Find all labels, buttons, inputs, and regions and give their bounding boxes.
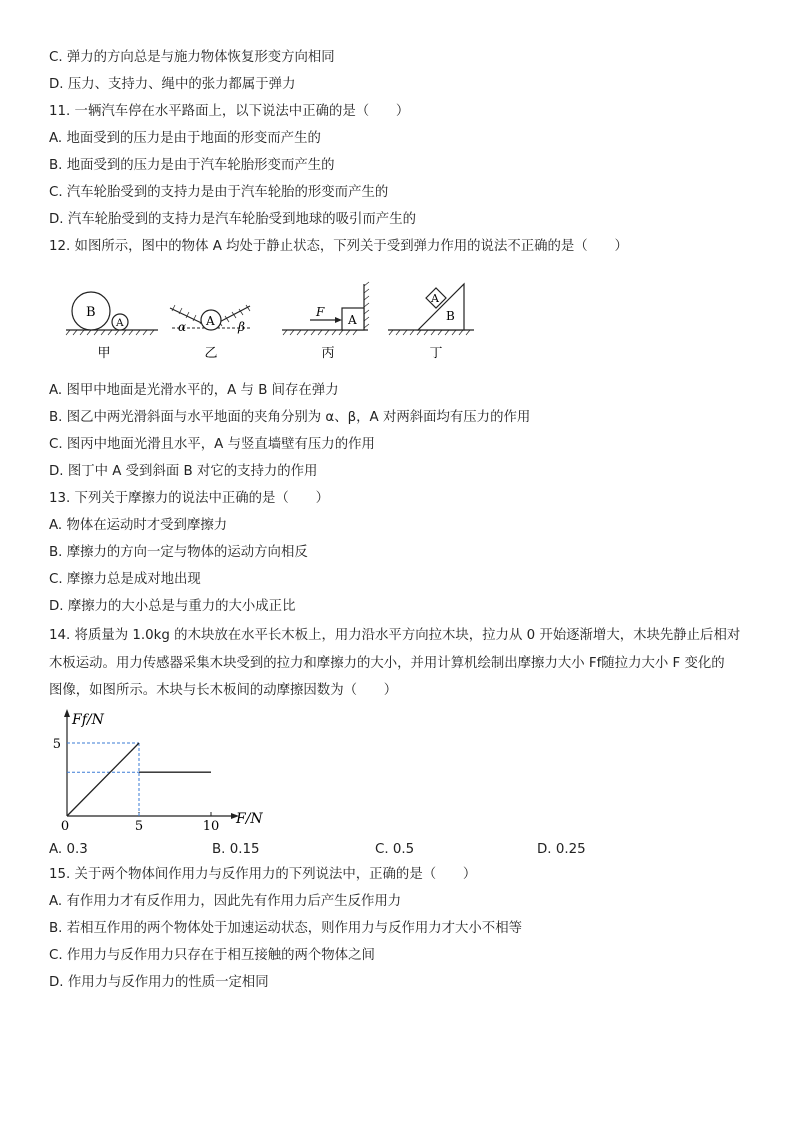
q15-option-c: C. 作用力与反作用力只存在于相互接触的两个物体之间 bbox=[49, 948, 375, 963]
bing-force-f: F bbox=[316, 305, 325, 319]
x-tick-label: 5 bbox=[134, 819, 144, 834]
q14-option-a: A. 0.3 bbox=[49, 842, 88, 857]
q10-option-c: C. 弹力的方向总是与施力物体恢复形变方向相同 bbox=[49, 50, 335, 65]
q12-option-b: B. 图乙中两光滑斜面与水平地面的夹角分别为 α、β，A 对两斜面均有压力的作用 bbox=[49, 410, 531, 425]
q11-option-a: A. 地面受到的压力是由于地面的形变而产生的 bbox=[49, 131, 321, 146]
q15-option-a: A. 有作用力才有反作用力，因此先有作用力后产生反作用力 bbox=[49, 894, 402, 909]
series-segment bbox=[67, 743, 139, 816]
origin-label: 0 bbox=[60, 819, 70, 834]
q14-stem-line2: 木板运动。用力传感器采集木块受到的拉力和摩擦力的大小，并用计算机绘制出摩擦力大小 Ff随拉力大小 F 变化的 bbox=[49, 656, 725, 671]
q13-option-d: D. 摩擦力的大小总是与重力的大小成正比 bbox=[49, 599, 296, 614]
q12-option-d: D. 图丁中 A 受到斜面 B 对它的支持力的作用 bbox=[49, 464, 318, 479]
x-tick-label: 10 bbox=[202, 819, 220, 834]
friction-force-chart bbox=[50, 706, 280, 836]
y-axis-arrow bbox=[64, 709, 70, 717]
q12-option-c: C. 图丙中地面光滑且水平，A 与竖直墙壁有压力的作用 bbox=[49, 437, 375, 452]
q14-option-d: D. 0.25 bbox=[537, 842, 586, 857]
q11-option-b: B. 地面受到的压力是由于汽车轮胎形变而产生的 bbox=[49, 158, 335, 173]
q11-stem: 11. 一辆汽车停在水平路面上，以下说法中正确的是（ ） bbox=[49, 104, 410, 119]
q12-figures bbox=[60, 278, 480, 366]
ding-label-a: A bbox=[431, 292, 439, 305]
bing-label-a: A bbox=[348, 313, 357, 327]
jia-label-b: B bbox=[86, 305, 96, 320]
jia-caption: 甲 bbox=[97, 346, 111, 361]
q11-option-d: D. 汽车轮胎受到的支持力是汽车轮胎受到地球的吸引而产生的 bbox=[49, 212, 416, 227]
jia-label-a: A bbox=[116, 317, 124, 329]
figure-ding bbox=[388, 284, 474, 361]
x-axis-label: F/N bbox=[236, 811, 263, 827]
q13-option-a: A. 物体在运动时才受到摩擦力 bbox=[49, 518, 228, 533]
y-tick-label: 5 bbox=[52, 737, 61, 752]
q15-stem: 15. 关于两个物体间作用力与反作用力的下列说法中，正确的是（ ） bbox=[49, 867, 477, 882]
q13-stem: 13. 下列关于摩擦力的说法中正确的是（ ） bbox=[49, 491, 329, 506]
q13-option-b: B. 摩擦力的方向一定与物体的运动方向相反 bbox=[49, 545, 308, 560]
q15-option-d: D. 作用力与反作用力的性质一定相同 bbox=[49, 975, 269, 990]
q11-option-c: C. 汽车轮胎受到的支持力是由于汽车轮胎的形变而产生的 bbox=[49, 185, 389, 200]
q10-option-d: D. 压力、支持力、绳中的张力都属于弹力 bbox=[49, 77, 296, 92]
q13-option-c: C. 摩擦力总是成对地出现 bbox=[49, 572, 201, 587]
figure-yi bbox=[170, 305, 250, 361]
figure-jia bbox=[66, 292, 158, 361]
q14-option-c: C. 0.5 bbox=[375, 842, 415, 857]
yi-label-a: A bbox=[206, 314, 215, 328]
yi-beta: β bbox=[238, 320, 245, 334]
yi-alpha: α bbox=[178, 320, 187, 334]
q12-stem: 12. 如图所示，图中的物体 A 均处于静止状态，下列关于受到弹力作用的说法不正确的是（ ） bbox=[49, 239, 628, 254]
q14-options bbox=[49, 842, 749, 860]
q12-option-a: A. 图甲中地面是光滑水平的，A 与 B 间存在弹力 bbox=[49, 383, 339, 398]
yi-caption: 乙 bbox=[204, 346, 218, 361]
figure-bing bbox=[282, 282, 369, 361]
y-axis-label: Ff/N bbox=[72, 712, 104, 728]
ding-caption: 丁 bbox=[429, 346, 443, 361]
q14-stem-line3: 图像，如图所示。木块与长木板间的动摩擦因数为（ ） bbox=[49, 683, 398, 698]
q14-option-b: B. 0.15 bbox=[212, 842, 260, 857]
ding-label-b: B bbox=[446, 309, 455, 323]
q14-stem-line1: 14. 将质量为 1.0kg 的木块放在水平长木板上，用力沿水平方向拉木块，拉力从 0 开始逐渐增大，木块先静止后相对 bbox=[49, 628, 741, 643]
q15-option-b: B. 若相互作用的两个物体处于加速运动状态，则作用力与反作用力才大小不相等 bbox=[49, 921, 522, 936]
bing-caption: 丙 bbox=[321, 346, 335, 361]
